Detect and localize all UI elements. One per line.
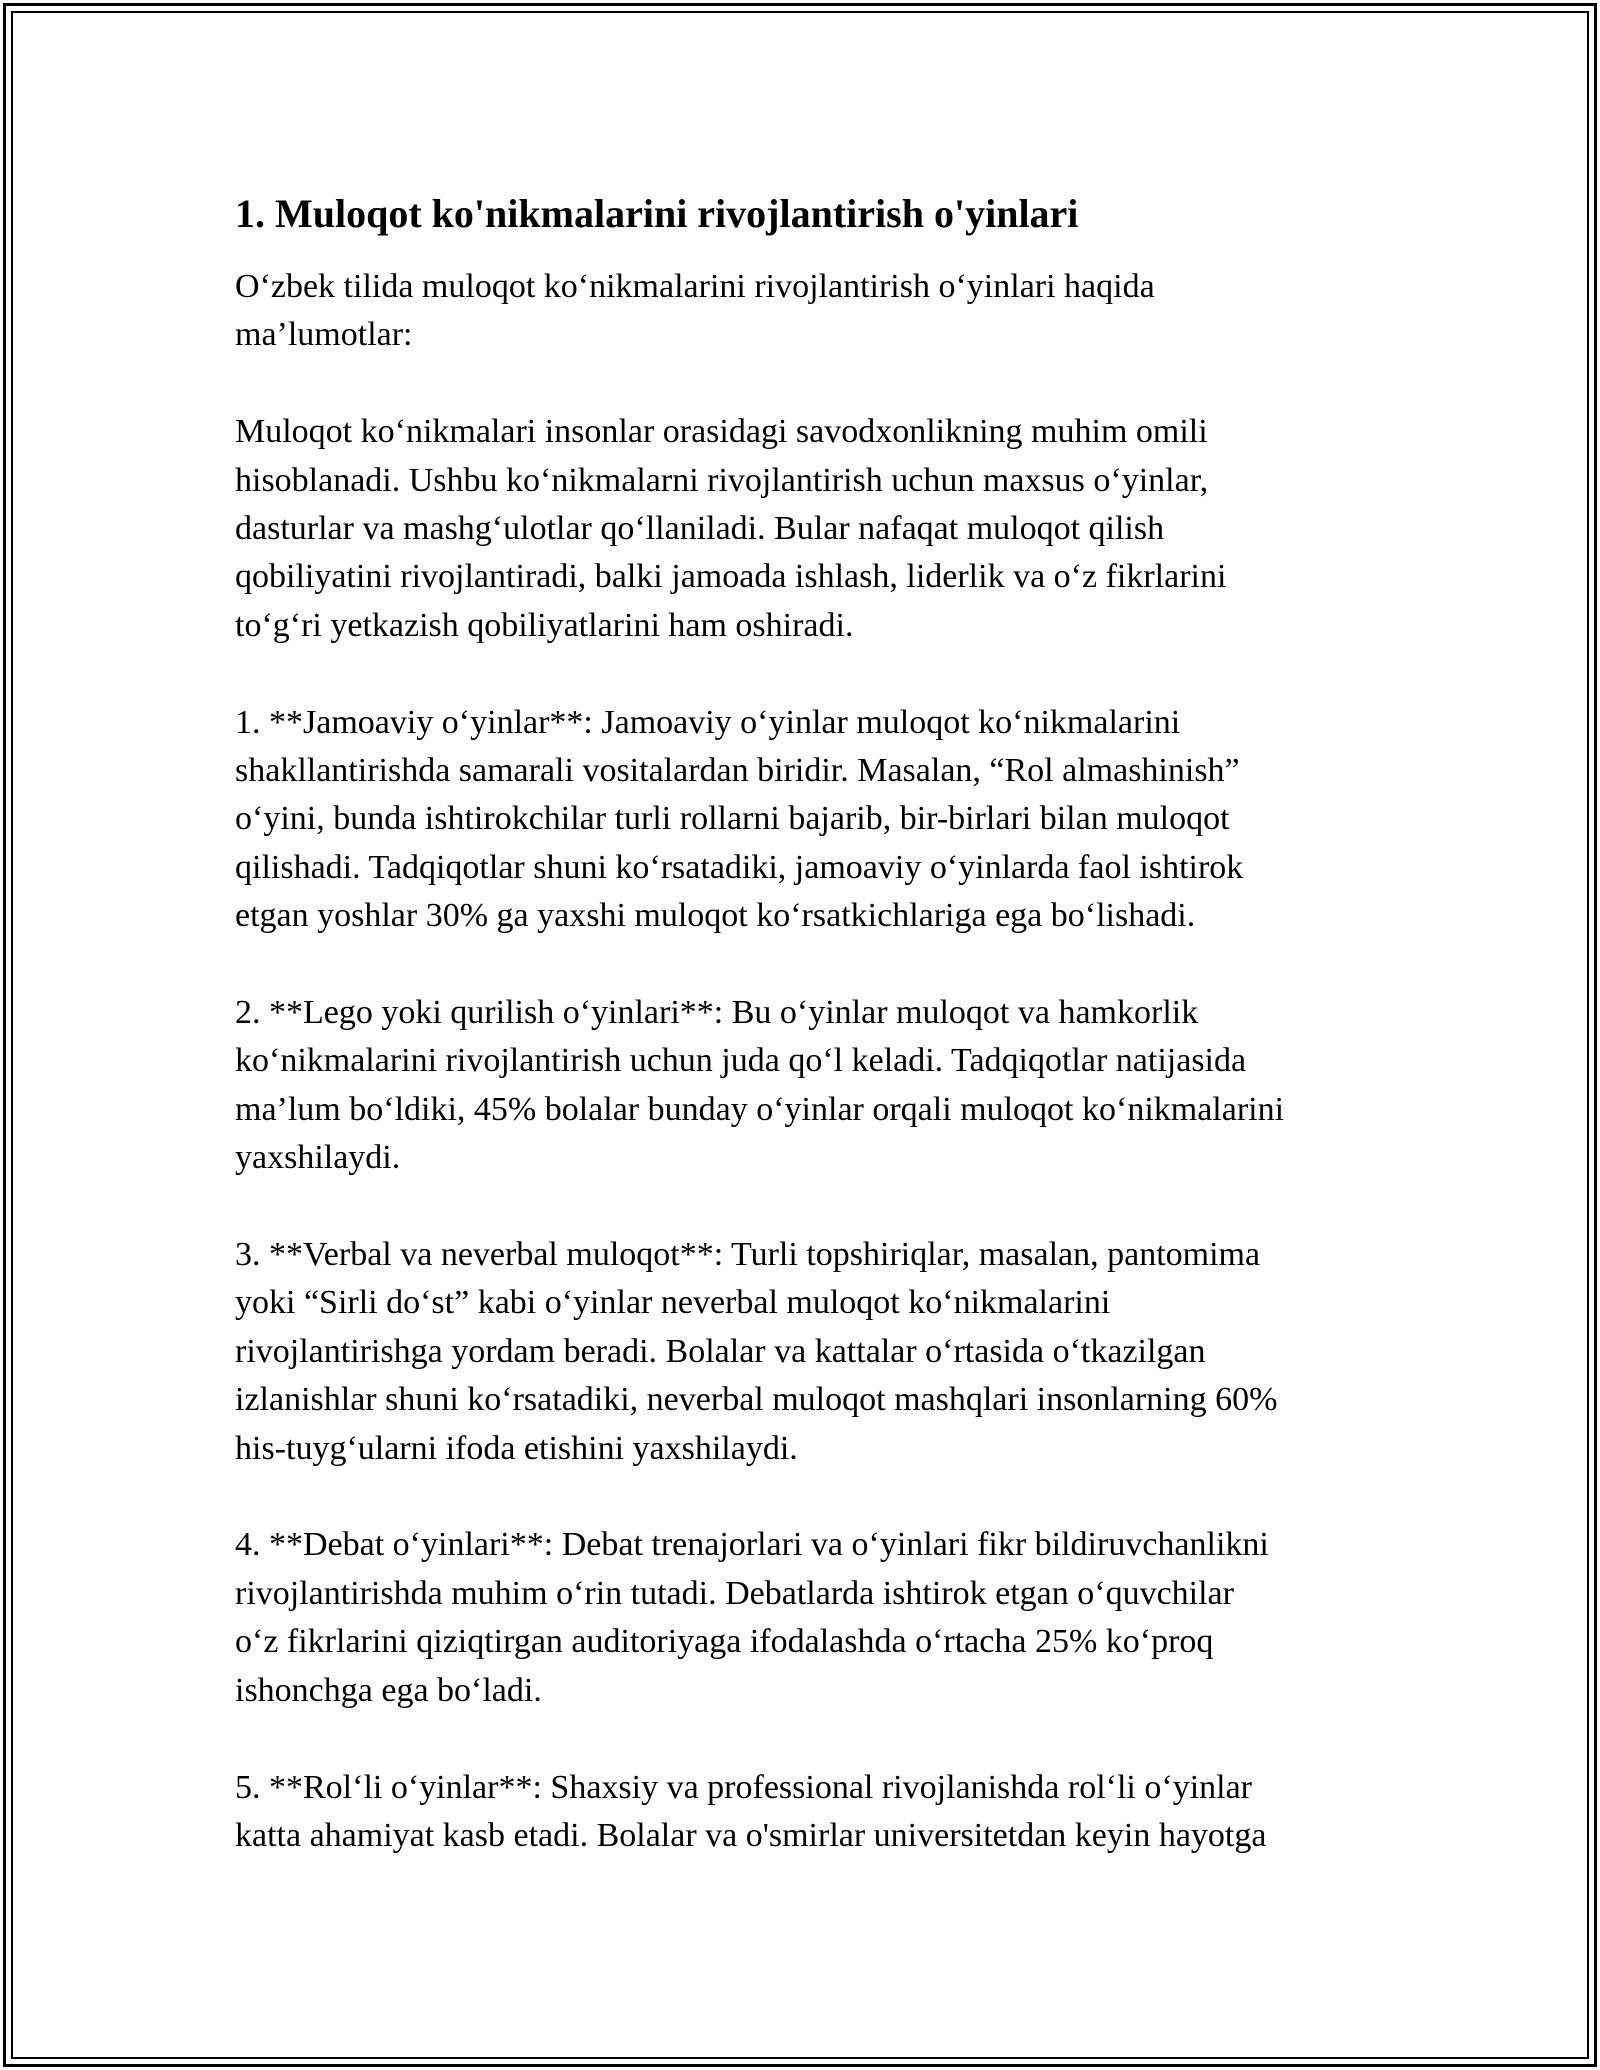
text-line: yaxshilaydi. xyxy=(235,1139,401,1177)
text-line: etgan yoshlar 30% ga yaxshi muloqot ko‘rsatkichlariga ega bo‘lishadi. xyxy=(235,897,1196,935)
text-line: 1. **Jamoaviy o‘yinlar**: Jamoaviy o‘yinlar muloqot ko‘nikmalarini xyxy=(235,703,1181,741)
text-line: O‘zbek tilida muloqot ko‘nikmalarini rivojlantirish o‘yinlari haqida xyxy=(235,268,1155,305)
text-line: 4. **Debat o‘yinlari**: Debat trenajorlari va o‘yinlari fikr bildiruvchanlikni xyxy=(235,1526,1269,1564)
text-line: o‘z fikrlarini qiziqtirgan auditoriyaga ifodalashda o‘rtacha 25% ko‘proq xyxy=(235,1623,1214,1661)
text-line: o‘yini, bunda ishtirokchilar turli rollarni bajarib, bir-birlari bilan muloqot xyxy=(235,800,1230,838)
text-line: his-tuyg‘ularni ifoda etishini yaxshilaydi. xyxy=(235,1429,798,1467)
paragraph-item-3 xyxy=(235,1231,1385,1473)
text-line: 2. **Lego yoki qurilish o‘yinlari**: Bu o‘yinlar muloqot va hamkorlik xyxy=(235,994,1199,1032)
text-line: shakllantirishda samarali vositalardan biridir. Masalan, “Rol almashinish” xyxy=(235,752,1240,790)
text-line: to‘g‘ri yetkazish qobiliyatlarini ham oshiradi. xyxy=(235,606,854,644)
text-line: Muloqot ko‘nikmalari insonlar orasidagi savodxonlikning muhim omili xyxy=(235,413,1208,451)
text-line: katta ahamiyat kasb etadi. Bolalar va o'smirlar universitetdan keyin hayotga xyxy=(235,1816,1267,1854)
text-line: ma’lum bo‘ldiki, 45% bolalar bunday o‘yinlar orqali muloqot ko‘nikmalarini xyxy=(235,1090,1285,1128)
document-title: 1. Muloqot ko'nikmalarini rivojlantirish o'yinlari xyxy=(235,191,1079,236)
text-line: hisoblanadi. Ushbu ko‘nikmalarni rivojlantirish uchun maxsus o‘yinlar, xyxy=(235,461,1209,499)
text-line: 5. **Rol‘li o‘yinlar**: Shaxsiy va professional rivojlanishda rol‘li o‘yinlar xyxy=(235,1768,1252,1806)
text-line: rivojlantirishga yordam beradi. Bolalar va kattalar o‘rtasida o‘tkazilgan xyxy=(235,1332,1206,1370)
text-line: dasturlar va mashg‘ulotlar qo‘llaniladi. Bular nafaqat muloqot qilish xyxy=(235,510,1165,548)
text-line: qilishadi. Tadqiqotlar shuni ko‘rsatadiki, jamoaviy o‘yinlarda faol ishtirok xyxy=(235,848,1244,886)
text-line: ma’lumotlar: xyxy=(235,316,413,354)
paragraph-item-5 xyxy=(235,1764,1385,1861)
text-line: yoki “Sirli do‘st” kabi o‘yinlar neverbal muloqot ko‘nikmalarini xyxy=(235,1284,1111,1322)
paragraph-item-1 xyxy=(235,699,1385,941)
paragraph-overview xyxy=(235,408,1385,650)
text-line: izlanishlar shuni ko‘rsatadiki, neverbal muloqot mashqlari insonlarning 60% xyxy=(235,1381,1278,1419)
paragraph-item-2 xyxy=(235,989,1385,1183)
text-line: qobiliyatini rivojlantiradi, balki jamoada ishlash, liderlik va o‘z fikrlarini xyxy=(235,558,1227,596)
paragraph-item-4 xyxy=(235,1521,1385,1715)
document-page xyxy=(235,185,1385,1860)
text-line: rivojlantirishda muhim o‘rin tutadi. Debatlarda ishtirok etgan o‘quvchilar xyxy=(235,1574,1234,1612)
text-line: ishonchga ega bo‘ladi. xyxy=(235,1671,542,1709)
paragraph-intro xyxy=(235,263,1385,360)
text-line: 3. **Verbal va neverbal muloqot**: Turli topshiriqlar, masalan, pantomima xyxy=(235,1236,1261,1274)
text-line: ko‘nikmalarini rivojlantirish uchun juda qo‘l keladi. Tadqiqotlar natijasida xyxy=(235,1042,1247,1080)
